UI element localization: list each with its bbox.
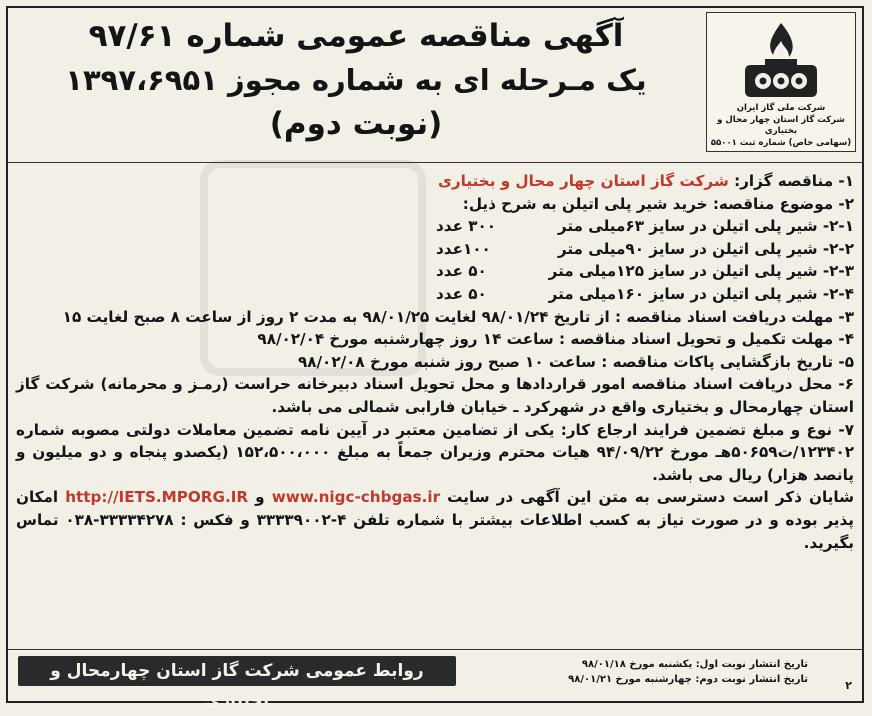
subitem [16, 260, 854, 283]
title-line-3: (نوبت دوم) [269, 106, 443, 142]
public-relations-banner: روابط عمومی شرکت گاز استان چهارمحال و بختیاری [18, 656, 456, 686]
item-subject: ۲- موضوع مناقصه: خرید شیر پلی اتیلن به شرح ذیل: [462, 194, 854, 213]
subitem [16, 215, 854, 238]
footer [8, 651, 864, 711]
company-logo-box [706, 12, 856, 152]
subitem [16, 238, 854, 261]
date-second-publication: تاریخ انتشار نوبت دوم: چهارشنبه مورخ ۹۸/۰۱/۲۱ [568, 674, 808, 685]
subitem-quantity: ۱۰۰عدد [436, 239, 491, 258]
title-line-2: یک مـرحله ای به شماره مجوز ۱۳۹۷،۶۹۵۱ [65, 63, 647, 97]
title-line-1: آگهی مناقصه عمومی شماره ۹۷/۶۱ [88, 18, 624, 54]
note-and: و [248, 488, 272, 507]
contact-note [16, 486, 854, 554]
website-link-nigc[interactable]: www.nigc-chbgas.ir [271, 488, 441, 507]
item-location: ۶- محل دریافت اسناد مناقصه امور قراردادها و محل تحویل اسناد دبیرخانه حراست (رمـز و محرمانه) شرکت گاز استان چهارمحال و بختیاری واقع در شهرکرد ـ خیابان فارابی شمالی می باشد. [16, 375, 854, 416]
publication-dates [478, 657, 808, 687]
title-block [20, 14, 692, 146]
subitem-label: ۲-۴- شیر پلی اتیلن در سایز ۱۶۰میلی متر [548, 284, 854, 303]
date-first-publication: تاریخ انتشار نوبت اول: یکشنبه مورخ ۹۸/۰۱/۱۸ [581, 659, 808, 670]
page-number: ۲ [845, 679, 852, 692]
note-text: امکان پذیر بوده و در صورت نیاز به کسب اطلاعات بیشتر با شماره تلفن ۴-۳۳۳۳۹۰۰۲ و فکس : ۳۳۳۳۴۲۷۸-۰۳۸ تماس بگیرید. [16, 488, 854, 552]
subitem-label: ۲-۱- شیر پلی اتیلن در سایز ۶۳میلی متر [557, 217, 854, 236]
note-text: شایان ذکر است دسترسی به متن این آگهی در سایت [440, 488, 855, 507]
tenderer-name: شرکت گاز استان چهار محال و بختیاری [438, 172, 729, 190]
item-guarantee: ۷- نوع و مبلغ تضمین فرایند ارجاع کار: یکی از تضامین معتبر در آیین نامه تضمین معاملات دولتی مصوبه شماره ۱۲۳۴۰۲/ت۵۰۶۵۹هـ مورخ ۹۴/۰۹/۲۲ هیات محترم وزیران جمعاً به مبلغ ۱۵۲،۵۰۰،۰۰۰ (یکصدو پنجاه و دو میلیون و پانصد هزار) ریال می باشد. [16, 420, 854, 484]
footer-divider [8, 649, 864, 650]
subitem-quantity: ۵۰ عدد [436, 284, 487, 303]
subitem-quantity: ۳۰۰ عدد [436, 217, 497, 236]
subitem-label: ۲-۳- شیر پلی اتیلن در سایز ۱۲۵میلی متر [548, 262, 854, 281]
item-submission-deadline: ۴- مهلت تکمیل و تحویل اسناد مناقصه : ساعت ۱۴ روز چهارشنبه مورخ ۹۸/۰۲/۰۴ [257, 330, 854, 349]
logo-line: (سهامی خاص) شماره ثبت ۵۵۰۰۱ [710, 137, 852, 148]
item-document-deadline: ۳- مهلت دریافت اسناد مناقصه : از تاریخ ۹۸/۰۱/۲۴ لغایت ۹۸/۰۱/۲۵ به مدت ۲ روز از ساعت ۸ صبح لغایت ۱۵ [62, 307, 854, 326]
subitem-label: ۲-۲- شیر پلی اتیلن در سایز ۹۰میلی متر [557, 239, 854, 258]
website-link-iets[interactable]: http://IETS.MPORG.IR [65, 488, 249, 507]
item-opening-date: ۵- تاریخ بازگشایی پاکات مناقصه : ساعت ۱۰ صبح روز شنبه مورخ ۹۸/۰۲/۰۸ [297, 352, 854, 371]
gas-company-flame-logo-icon [731, 19, 831, 101]
item-tenderer [16, 170, 854, 193]
logo-line: شرکت ملی گاز ایران [736, 103, 826, 113]
logo-caption [709, 103, 853, 149]
subitem [16, 283, 854, 306]
header [8, 8, 862, 156]
subitem-quantity: ۵۰ عدد [436, 262, 487, 281]
tender-body [16, 170, 854, 554]
item-1-label: ۱- مناقصه گزار: [728, 172, 854, 190]
header-divider [8, 162, 864, 163]
logo-line: شرکت گاز استان چهار محال و بختیاری [717, 114, 845, 136]
